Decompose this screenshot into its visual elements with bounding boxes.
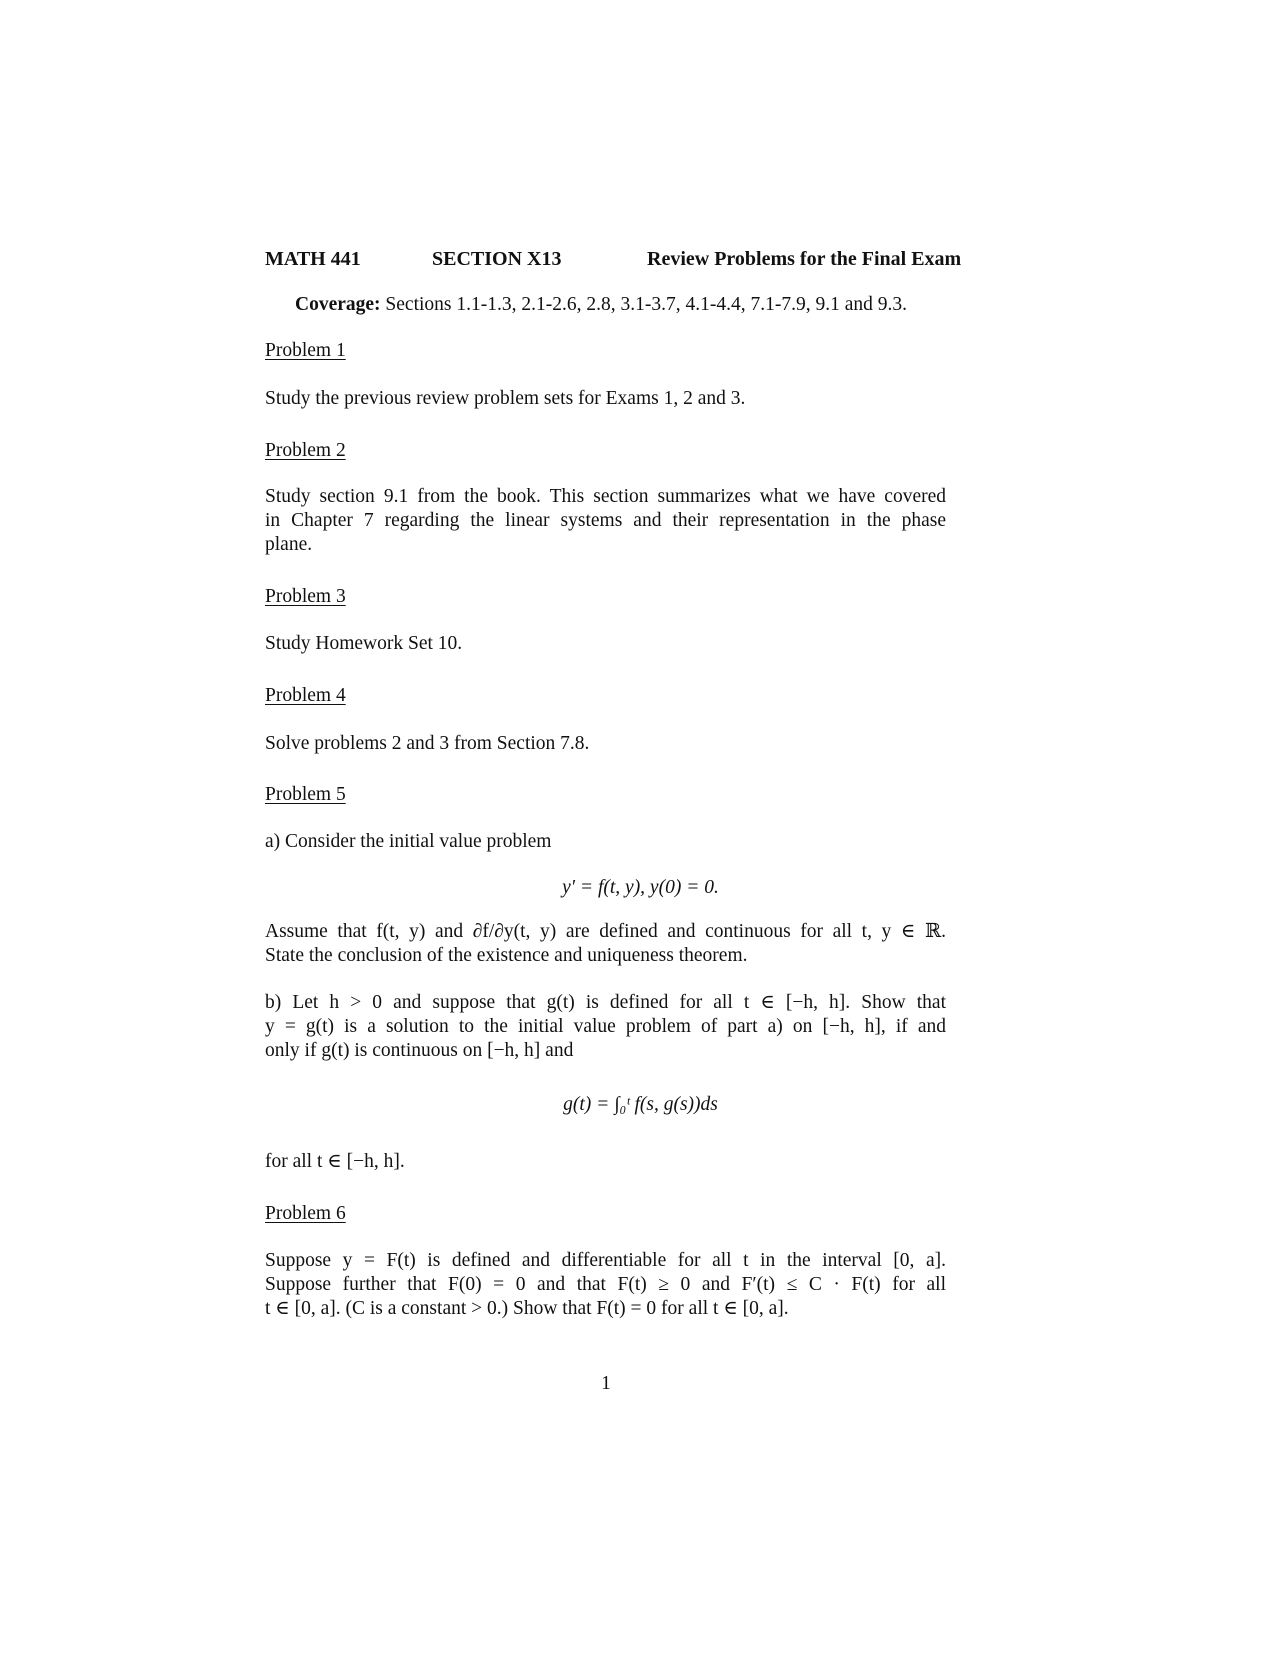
course-label: MATH 441 <box>265 248 361 270</box>
problem-5-title: Problem 5 <box>265 784 346 805</box>
text-line: plane. <box>265 534 313 555</box>
text-line: for all t ∈ [−h, h]. <box>265 1151 405 1172</box>
text-line: t ∈ [0, a]. (C is a constant > 0.) Show that F(t) = 0 for all t ∈ [0, a]. <box>265 1298 789 1319</box>
text-line: Study section 9.1 from the book. This section summarizes what we have covered <box>265 486 946 507</box>
problem-6-text <box>265 1249 946 1321</box>
problem-3-text <box>265 632 946 656</box>
equation-ivp: y′ = f(t, y), y(0) = 0. <box>562 877 719 898</box>
text-line: a) Consider the initial value problem <box>265 831 552 852</box>
document-title: Review Problems for the Final Exam <box>647 248 962 270</box>
problem-5-after <box>265 1150 946 1174</box>
problem-4-title: Problem 4 <box>265 685 346 706</box>
problem-1-text <box>265 387 946 411</box>
problem-3-title: Problem 3 <box>265 586 346 607</box>
problem-5-part-a <box>265 830 946 854</box>
text-line: Study Homework Set 10. <box>265 633 463 654</box>
page-number: 1 <box>601 1373 611 1394</box>
problem-5-part-b <box>265 991 946 1063</box>
problem-5-assume <box>265 920 946 968</box>
coverage-text: Sections 1.1-1.3, 2.1-2.6, 2.8, 3.1-3.7, 4.1-4.4, 7.1-7.9, 9.1 and 9.3. <box>385 294 907 315</box>
problem-6-title: Problem 6 <box>265 1203 346 1224</box>
text-line: Solve problems 2 and 3 from Section 7.8. <box>265 733 590 754</box>
equation-integral: g(t) = ∫₀ᵗ f(s, g(s))ds <box>563 1094 718 1115</box>
coverage-label: Coverage: <box>295 294 381 315</box>
coverage <box>295 293 995 317</box>
text-line: only if g(t) is continuous on [−h, h] and <box>265 1040 574 1061</box>
problem-2-text <box>265 485 946 557</box>
text-line: Suppose y = F(t) is defined and differentiable for all t in the interval [0, a]. <box>265 1250 946 1271</box>
text-line: y = g(t) is a solution to the initial value problem of part a) on [−h, h], if and <box>265 1016 946 1037</box>
text-line: Study the previous review problem sets for Exams 1, 2 and 3. <box>265 388 746 409</box>
text-line: Suppose further that F(0) = 0 and that F(t) ≥ 0 and F′(t) ≤ C · F(t) for all <box>265 1274 946 1295</box>
text-line: Assume that f(t, y) and ∂f/∂y(t, y) are defined and continuous for all t, y ∈ ℝ. <box>265 921 946 942</box>
text-line: b) Let h > 0 and suppose that g(t) is defined for all t ∈ [−h, h]. Show that <box>265 992 946 1013</box>
text-line: State the conclusion of the existence and uniqueness theorem. <box>265 945 748 966</box>
problem-1-title: Problem 1 <box>265 340 346 361</box>
problem-4-text <box>265 732 946 756</box>
text-line: in Chapter 7 regarding the linear systems and their representation in the phase <box>265 510 946 531</box>
section-label: SECTION X13 <box>432 248 562 270</box>
problem-2-title: Problem 2 <box>265 440 346 461</box>
